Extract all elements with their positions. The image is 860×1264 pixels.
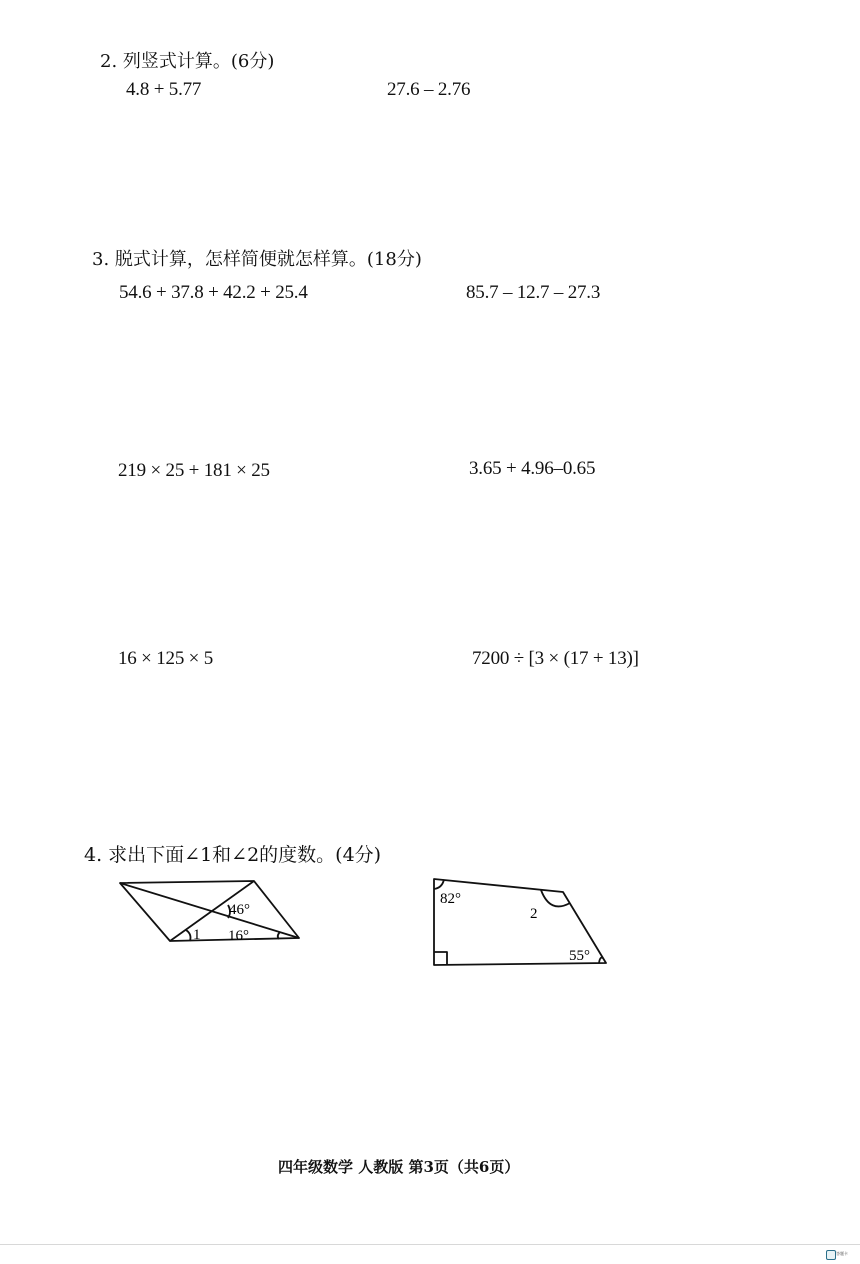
angle-2-arc [541,890,570,906]
angle-82-arc [434,880,444,890]
q3-item-4: 3.65 + 4.96–0.65 [469,458,596,479]
scan-edge-line [0,1244,860,1245]
q3-heading: 3. 脱式计算，怎样简便就怎样算。(18分) [92,249,422,270]
watermark-logo-icon [826,1250,836,1260]
diagonal-1 [120,883,299,938]
angle-1-label: 1 [193,927,201,943]
page-footer: 四年级数学 人教版 第3页（共6页） [278,1158,520,1176]
q2-item-1: 4.8 + 5.77 [126,79,202,100]
q2-item-2: 27.6 – 2.76 [387,79,471,100]
angle-1-arc [186,930,191,941]
parallelogram-figure [110,872,310,952]
q3-item-2: 85.7 – 12.7 – 27.3 [466,282,601,303]
watermark-text: 答题卡 [836,1251,848,1256]
angle-2-label: 2 [530,906,538,922]
angle-82-label: 82° [440,891,461,907]
q3-item-3: 219 × 25 + 181 × 25 [118,460,270,481]
angle-55-label: 55° [569,948,590,964]
angle-46-label: 46° [229,902,250,918]
q2-heading: 2. 列竖式计算。(6分) [100,51,275,72]
q3-item-6: 7200 ÷ [3 × (17 + 13)] [472,648,639,669]
q3-item-5: 16 × 125 × 5 [118,648,214,669]
right-angle-mark [434,952,447,965]
angle-16-label: 16° [228,928,249,944]
q3-item-1: 54.6 + 37.8 + 42.2 + 25.4 [119,282,308,303]
q4-heading: 4. 求出下面∠1和∠2的度数。(4分) [84,844,382,866]
quadrilateral-figure [424,870,614,970]
